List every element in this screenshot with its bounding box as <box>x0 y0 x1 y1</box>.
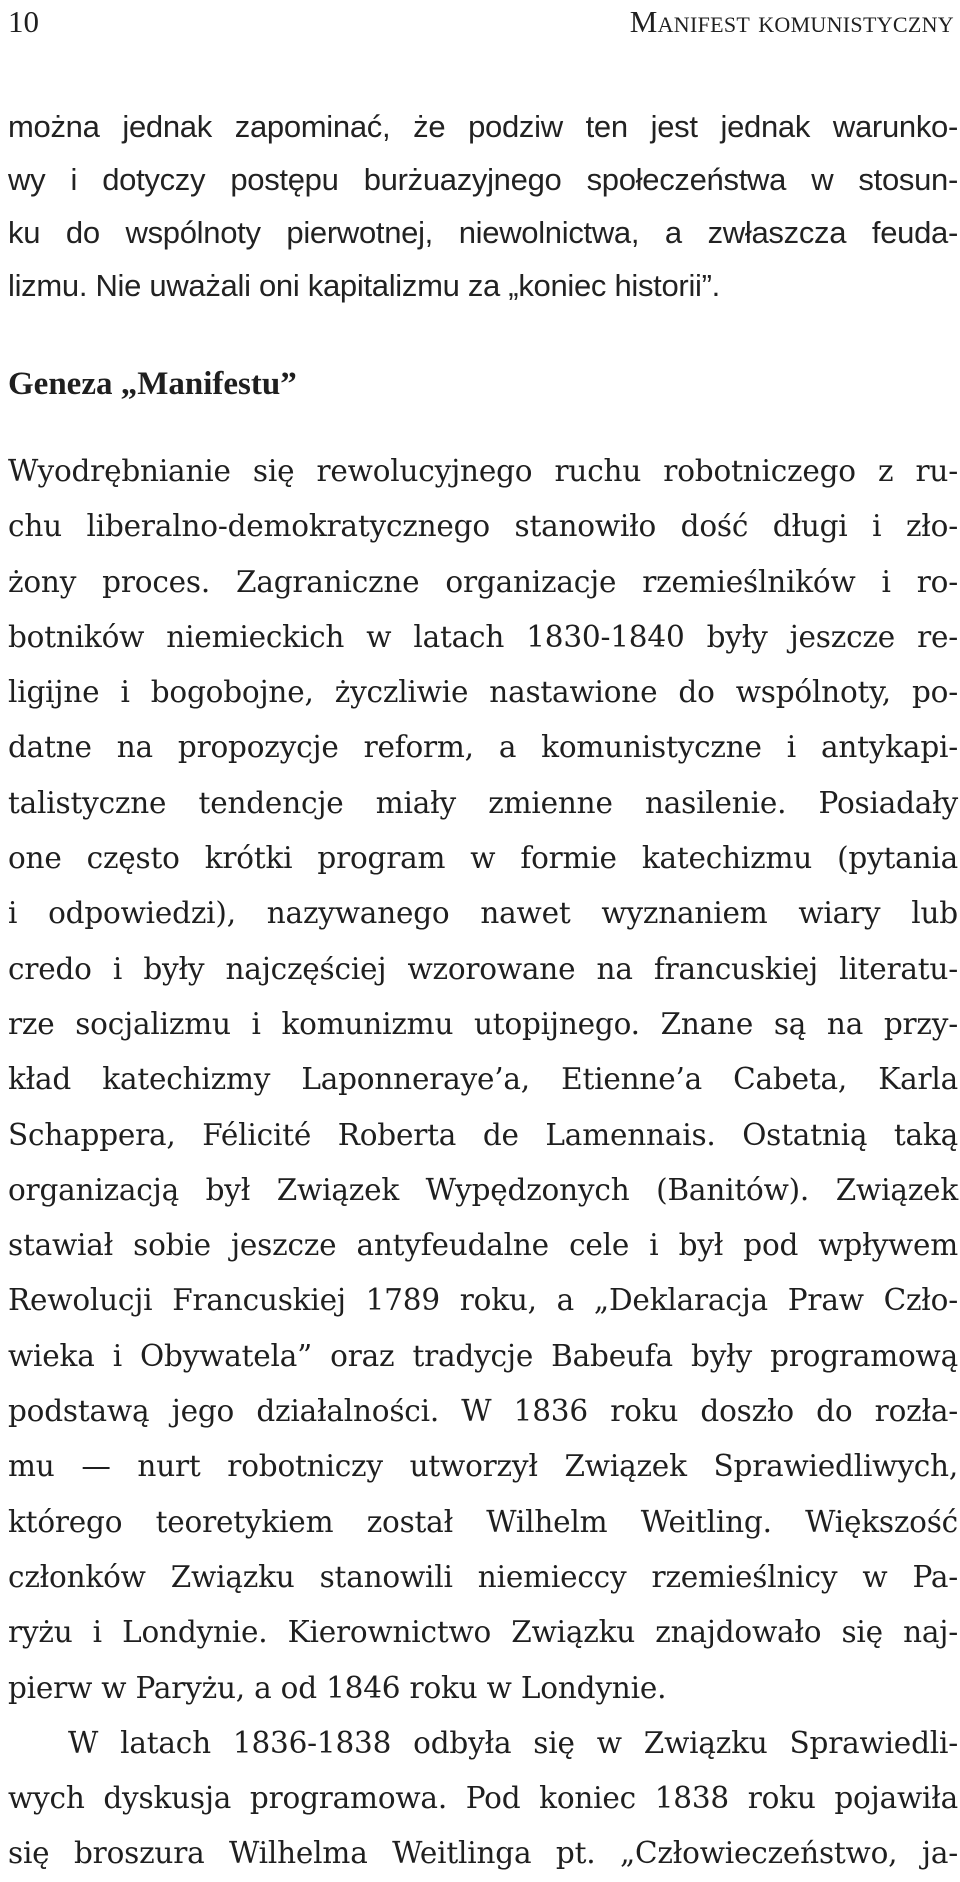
text-line: credo i były najczęściej wzorowane na francuskiej literatu- <box>8 951 958 986</box>
text-line: wy i dotyczy postępu burżuazyjnego społeczeństwa w stosun- <box>8 162 958 197</box>
text-line: żony proces. Zagraniczne organizacje rzemieślników i ro- <box>8 564 958 599</box>
text-line: Wyodrębnianie się rewolucyjnego ruchu robotniczego z ru- <box>8 454 958 488</box>
running-head <box>8 2 958 42</box>
text-line: talistyczne tendencje miały zmienne nasilenie. Posiadały <box>8 785 958 820</box>
text-line: botników niemieckich w latach 1830-1840 były jeszcze re- <box>8 619 958 654</box>
section-body <box>8 444 958 1882</box>
text-line: ligijne i bogobojne, życzliwie nastawione do wspólnoty, po- <box>8 675 958 710</box>
text-line: ryżu i Londynie. Kierownictwo Związku znajdowało się naj- <box>8 1615 958 1650</box>
text-line: datne na propozycje reform, a komunistyczne i antykapi- <box>8 730 958 765</box>
text-line: i odpowiedzi), nazywanego nawet wyznaniem wiary lub <box>8 896 958 931</box>
text-line: organizacją był Związek Wypędzonych (Banitów). Związek <box>8 1172 958 1207</box>
text-line: którego teoretykiem został Wilhelm Weitling. Większość <box>8 1504 958 1539</box>
text-line: stawiał sobie jeszcze antyfeudalne cele i był pod wpływem <box>8 1228 958 1263</box>
intro-paragraph <box>8 100 958 312</box>
section-heading: Geneza „Manifestu” <box>8 366 297 402</box>
text-line: one często krótki program w formie katechizmu (pytania <box>8 841 958 876</box>
text-line: mu — nurt robotniczy utworzył Związek Sprawiedliwych, <box>8 1449 958 1484</box>
text-line: rze socjalizmu i komunizmu utopijnego. Znane są na przy- <box>8 1006 958 1041</box>
text-line: pierw w Paryżu, a od 1846 roku w Londynie. <box>8 1670 667 1705</box>
text-line: podstawą jego działalności. W 1836 roku doszło do rozła- <box>8 1394 958 1429</box>
text-line: W latach 1836-1838 odbyła się w Związku Sprawiedli- <box>68 1725 958 1760</box>
text-line: się broszura Wilhelma Weitlinga pt. „Człowieczeństwo, ja- <box>8 1836 958 1871</box>
text-line: wieka i Obywatela” oraz tradycje Babeufa były programową <box>8 1338 958 1373</box>
text-line: wych dyskusja programowa. Pod koniec 1838 roku pojawiła <box>8 1781 958 1816</box>
page-number: 10 <box>8 4 39 39</box>
text-line: członków Związku stanowili niemieccy rzemieślnicy w Pa- <box>8 1559 958 1594</box>
text-line: Schappera, Félicité Roberta de Lamennais. Ostatnią taką <box>8 1117 958 1152</box>
text-line: kład katechizmy Laponneraye’a, Etienne’a Cabeta, Karla <box>8 1062 958 1097</box>
text-line: można jednak zapominać, że podziw ten jest jednak warunko- <box>8 109 958 144</box>
running-title: Manifest komunistyczny <box>629 4 954 39</box>
text-line: ku do wspólnoty pierwotnej, niewolnictwa, a zwłaszcza feuda- <box>8 215 958 250</box>
text-line: lizmu. Nie uważali oni kapitalizmu za „koniec historii”. <box>8 268 720 303</box>
text-line: Rewolucji Francuskiej 1789 roku, a „Deklaracja Praw Czło- <box>8 1283 958 1318</box>
text-line: chu liberalno-demokratycznego stanowiło dość długi i zło- <box>8 509 958 544</box>
